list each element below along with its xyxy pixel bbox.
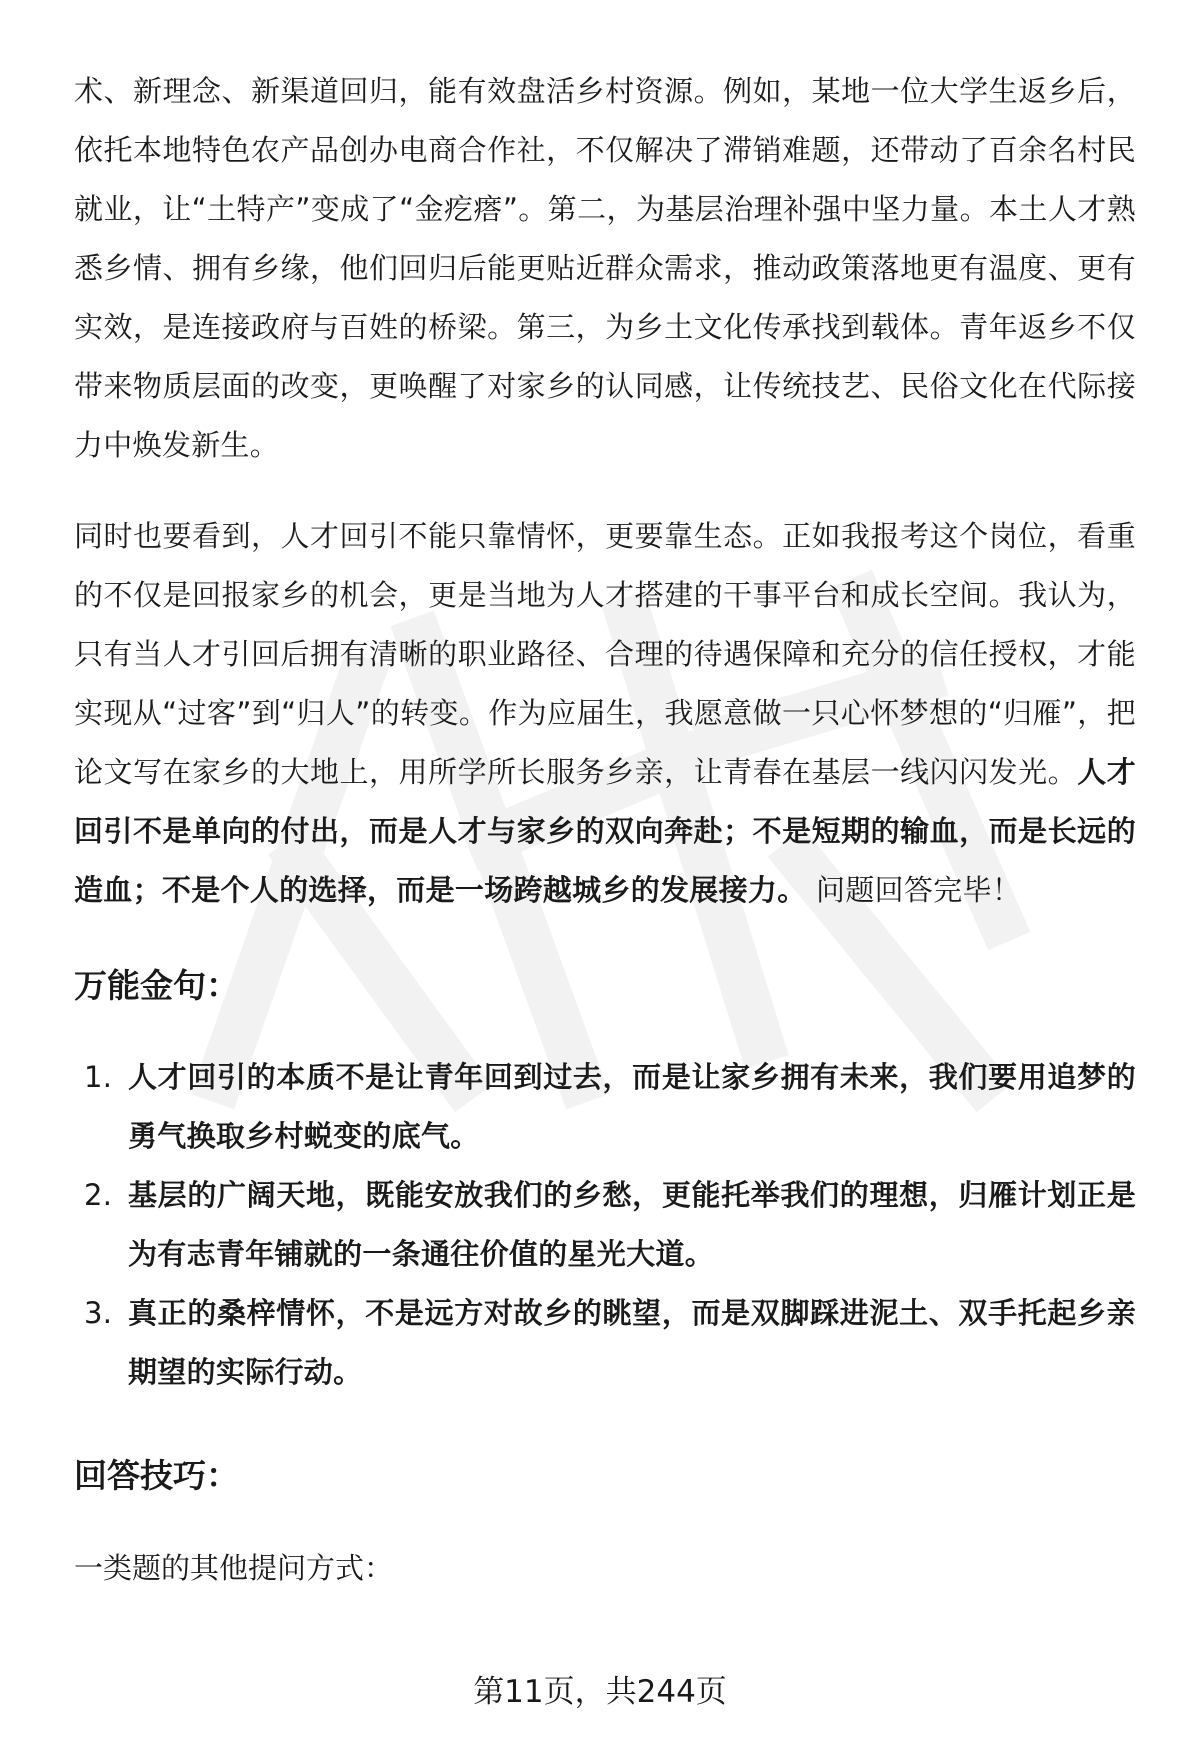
list-item-number: 3. bbox=[84, 1296, 113, 1330]
golden-quotes-heading: 万能金句： bbox=[74, 966, 239, 1005]
list-item bbox=[74, 1048, 1136, 1166]
paragraph-2-emphasis: 人才回引不是单向的付出，而是人才与家乡的双向奔赴；不是短期的输血，而是长远的造血；不是个人的选择，而是一场跨越城乡的发展接力。 bbox=[74, 755, 1136, 907]
answer-tips-heading: 回答技巧： bbox=[74, 1456, 239, 1495]
list-item bbox=[74, 1166, 1136, 1284]
paragraph-2-closing: 问题回答完毕！ bbox=[806, 873, 1022, 907]
list-item-text: 人才回引的本质不是让青年回到过去，而是让家乡拥有未来，我们要用追梦的勇气换取乡村蜕变的底气。 bbox=[128, 1060, 1136, 1153]
other-question-forms-label: 一类题的其他提问方式： bbox=[74, 1551, 394, 1585]
body-paragraph-2 bbox=[74, 507, 1136, 920]
list-item-text: 基层的广阔天地，既能安放我们的乡愁，更能托举我们的理想，归雁计划正是为有志青年铺就的一条通往价值的星光大道。 bbox=[128, 1178, 1136, 1271]
main-content bbox=[74, 62, 1136, 1590]
list-item-number: 2. bbox=[84, 1178, 113, 1212]
golden-quotes-list bbox=[74, 1048, 1136, 1402]
list-item-text: 真正的桑梓情怀，不是远方对故乡的眺望，而是双脚踩进泥土、双手托起乡亲期望的实际行动。 bbox=[128, 1296, 1136, 1389]
body-paragraph-1: 术、新理念、新渠道回归，能有效盘活乡村资源。例如，某地一位大学生返乡后，依托本地特色农产品创办电商合作社，不仅解决了滞销难题，还带动了百余名村民就业，让“土特产”变成了“金疙瘩”。第二，为基层治理补强中坚力量。本土人才熟悉乡情、拥有乡缘，他们回归后能更贴近群众需求，推动政策落地更有温度、更有实效，是连接政府与百姓的桥梁。第三，为乡土文化传承找到载体。青年返乡不仅带来物质层面的改变，更唤醒了对家乡的认同感，让传统技艺、民俗文化在代际接力中焕发新生。 bbox=[74, 74, 1136, 462]
paragraph-2-text: 同时也要看到，人才回引不能只靠情怀，更要靠生态。正如我报考这个岗位，看重的不仅是回报家乡的机会，更是当地为人才搭建的干事平台和成长空间。我认为，只有当人才引回后拥有清晰的职业路径、合理的待遇保障和充分的信任授权，才能实现从“过客”到“归人”的转变。作为应届生，我愿意做一只心怀梦想的“归雁”，把论文写在家乡的大地上，用所学所长服务乡亲，让青春在基层一线闪闪发光。 bbox=[74, 519, 1136, 789]
page-number-footer: 第11页，共244页 bbox=[473, 1674, 727, 1710]
list-item bbox=[74, 1284, 1136, 1402]
list-item-number: 1. bbox=[84, 1060, 113, 1094]
